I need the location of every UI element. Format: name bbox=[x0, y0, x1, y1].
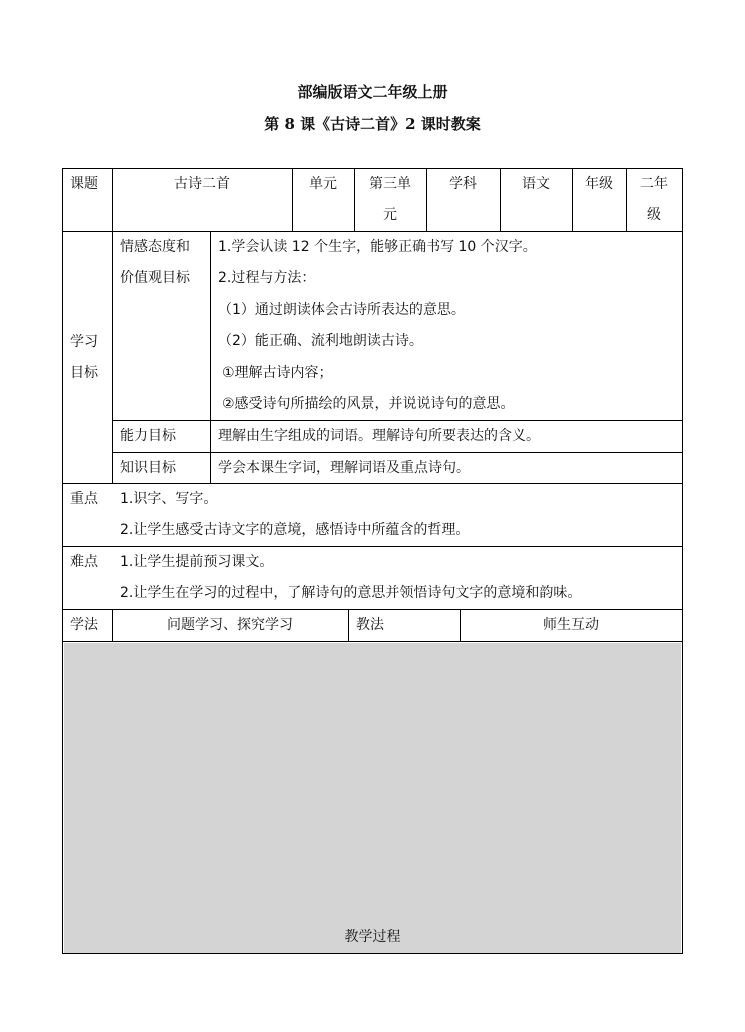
emotion-goal-line: （2）能正确、流利地朗读古诗。 bbox=[218, 333, 423, 349]
emotion-goal-label: 情感态度和 bbox=[120, 239, 190, 255]
table-line bbox=[62, 953, 683, 954]
ability-goal-text: 理解由生字组成的词语。理解诗句所要表达的含义。 bbox=[218, 428, 540, 444]
goals-label: 学习 bbox=[70, 334, 98, 350]
keypoints-label: 重点 bbox=[70, 491, 98, 507]
emotion-goal-label-wrap: 价值观目标 bbox=[120, 270, 190, 286]
emotion-goal-line: 2.过程与方法： bbox=[218, 270, 316, 286]
knowledge-goal-text: 学会本课生字词，理解词语及重点诗句。 bbox=[218, 460, 470, 476]
table-line bbox=[62, 168, 63, 954]
table-line bbox=[62, 641, 683, 642]
unit-label: 单元 bbox=[309, 176, 337, 192]
grade-value: 二年 bbox=[640, 176, 668, 192]
goals-label-wrap: 目标 bbox=[70, 365, 98, 381]
emotion-goal-line: ②感受诗句所描绘的风景，并说说诗句的意思。 bbox=[222, 396, 515, 412]
study-method-label: 学法 bbox=[70, 617, 98, 633]
unit-value-wrap: 元 bbox=[383, 207, 397, 223]
teaching-process-label: 教学过程 bbox=[344, 929, 401, 945]
difficulties-line: 2.让学生在学习的过程中，了解诗句的意思并领悟诗句文字的意境和韵味。 bbox=[120, 585, 582, 601]
difficulties-label: 难点 bbox=[70, 554, 98, 570]
unit-value: 第三单 bbox=[369, 176, 411, 192]
lesson-plan-table bbox=[62, 168, 683, 954]
table-line bbox=[210, 231, 211, 484]
table-line bbox=[682, 168, 683, 954]
emotion-goal-line: （1）通过朗读体会古诗所表达的意思。 bbox=[218, 302, 465, 318]
grade-value-wrap: 级 bbox=[647, 207, 661, 223]
lesson-title: 第 8 课《古诗二首》2 课时教案 bbox=[264, 115, 481, 133]
emotion-goal-line: 1.学会认读 12 个生字，能够正确书写 10 个汉字。 bbox=[218, 239, 537, 255]
emotion-goal-line: ①理解古诗内容； bbox=[222, 365, 333, 381]
study-method-value: 问题学习、探究学习 bbox=[167, 617, 293, 633]
keypoints-line: 1.识字、写字。 bbox=[120, 491, 218, 507]
knowledge-goal-label: 知识目标 bbox=[120, 460, 176, 476]
ability-goal-label: 能力目标 bbox=[120, 428, 176, 444]
subject-label: 学科 bbox=[449, 176, 477, 192]
teach-method-label: 教法 bbox=[356, 617, 384, 633]
keypoints-line: 2.让学生感受古诗文字的意境，感悟诗中所蕴含的哲理。 bbox=[120, 522, 470, 538]
difficulties-line: 1.让学生提前预习课文。 bbox=[120, 554, 274, 570]
table-line bbox=[348, 609, 349, 642]
topic-value: 古诗二首 bbox=[174, 176, 230, 192]
grade-label: 年级 bbox=[585, 176, 613, 192]
topic-label: 课题 bbox=[70, 176, 98, 192]
table-line bbox=[112, 168, 113, 484]
teach-method-value: 师生互动 bbox=[543, 617, 599, 633]
subject-value: 语文 bbox=[522, 176, 550, 192]
document-title: 部编版语文二年级上册 bbox=[297, 83, 448, 101]
